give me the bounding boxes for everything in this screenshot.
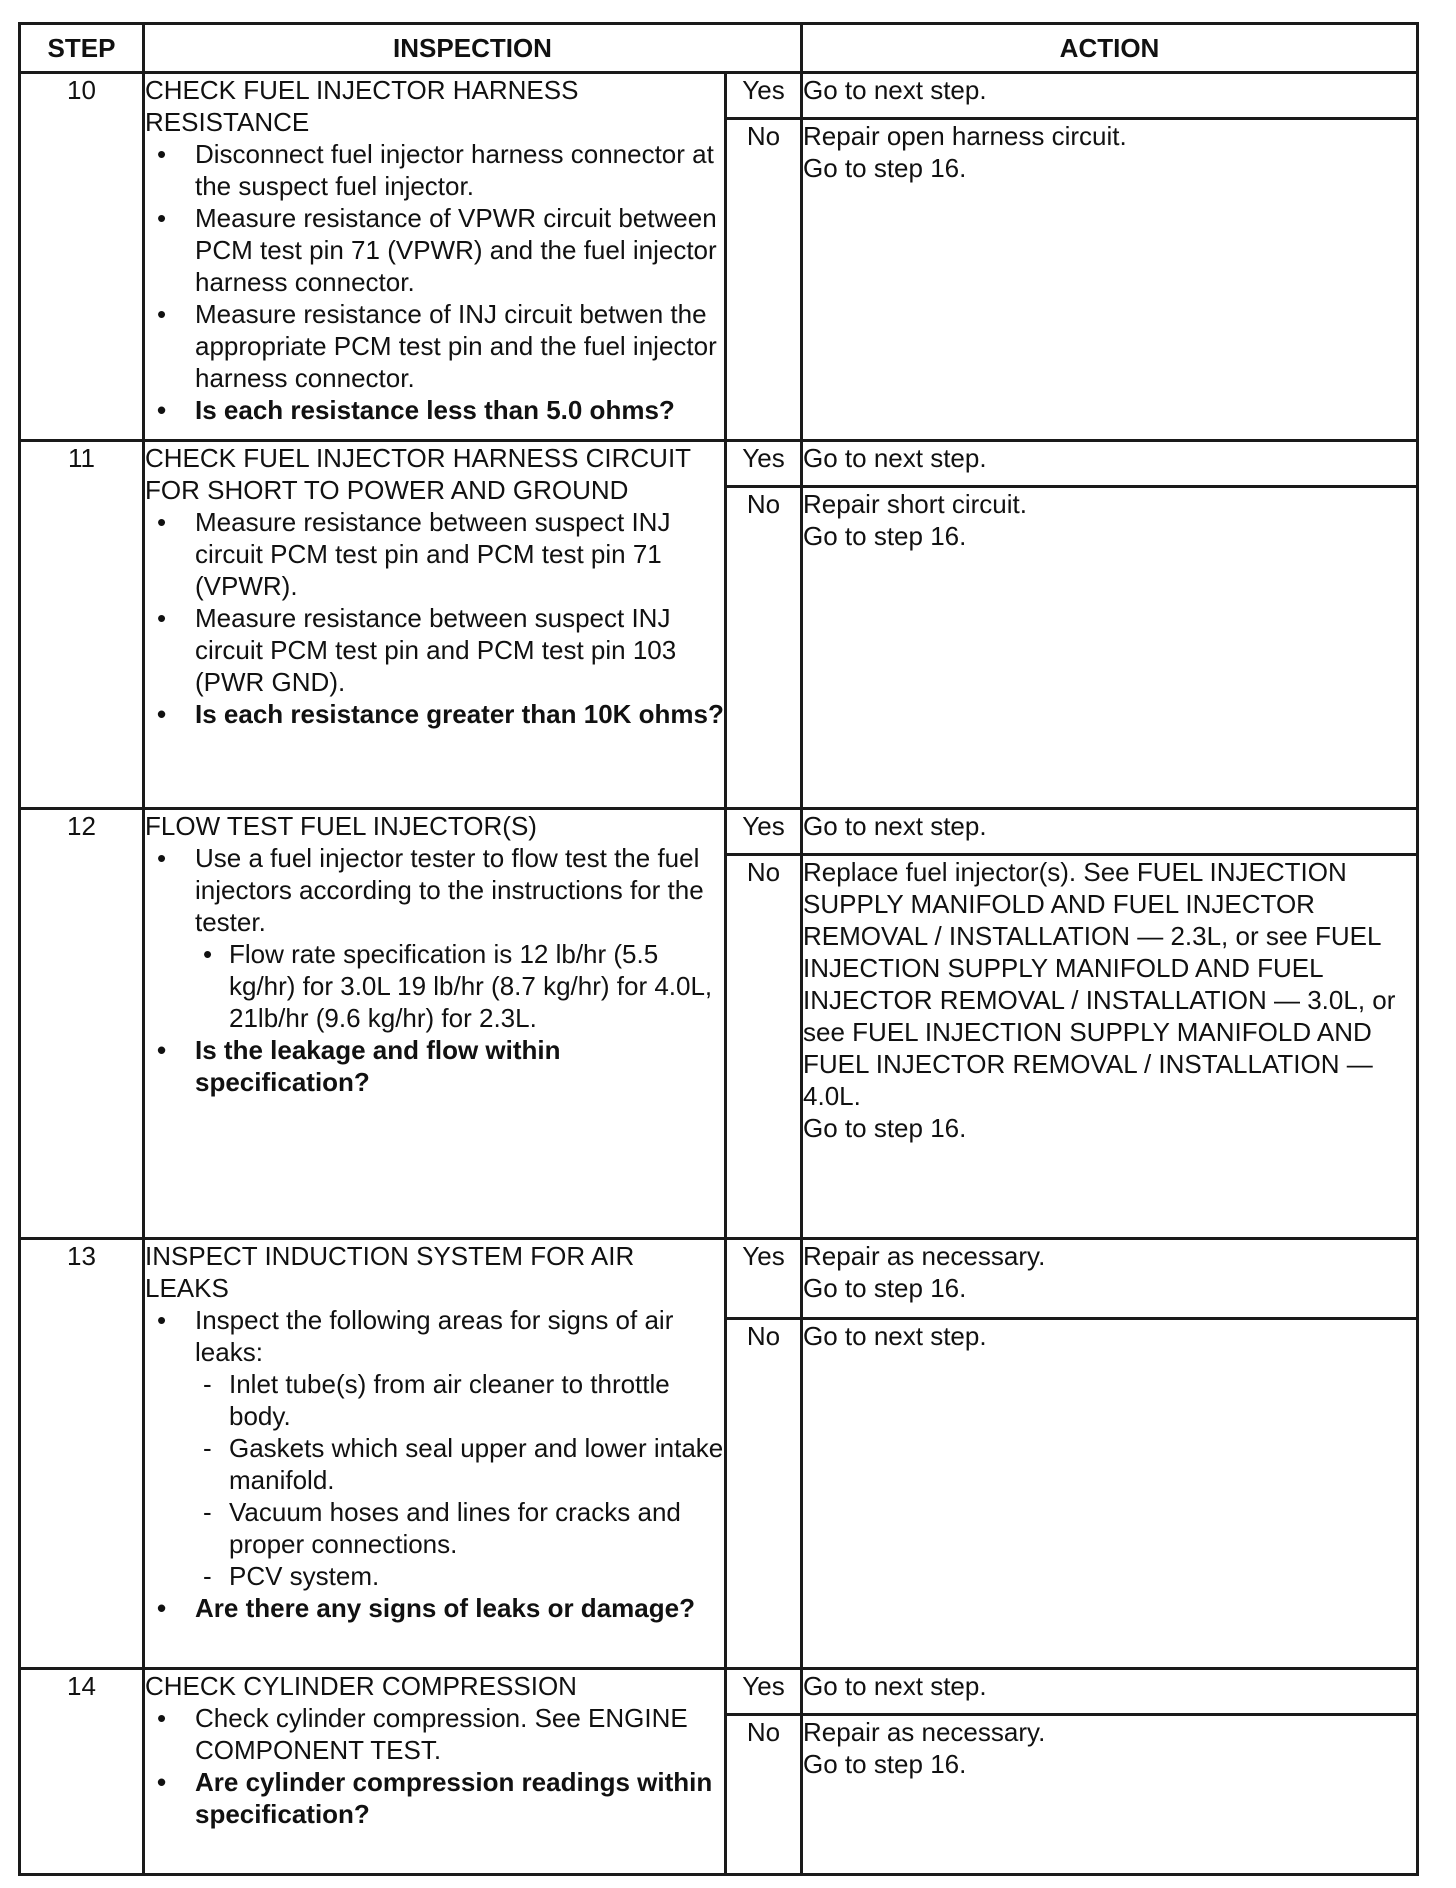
- bullet-text: Inspect the following areas for signs of air leaks:: [195, 1305, 674, 1367]
- inspection-bullets: [145, 842, 724, 1098]
- action-line: Go to next step.: [803, 811, 987, 841]
- no-action-cell: [802, 1715, 1418, 1875]
- action-line: Repair as necessary.: [803, 1241, 1046, 1271]
- step-12-yes-row: [20, 809, 1418, 855]
- bullet-item: • Disconnect fuel injector harness connector at the suspect fuel injector.: [145, 138, 724, 202]
- inspection-cell: [144, 809, 726, 1239]
- action-line: Repair short circuit.: [803, 489, 1027, 519]
- action-line: Go to step 16.: [803, 1749, 967, 1779]
- step-number: 11: [20, 441, 144, 809]
- bullet-item: [145, 842, 724, 1034]
- bullet-item: • Measure resistance between suspect INJ circuit PCM test pin and PCM test pin 103 (PWR GND).: [145, 602, 724, 698]
- inspection-cell: [144, 1669, 726, 1875]
- no-label: No: [726, 487, 802, 809]
- action-line: Go to next step.: [803, 1321, 987, 1351]
- action-line: Repair open harness circuit.: [803, 121, 1127, 151]
- step-number: 14: [20, 1669, 144, 1875]
- action-line: Repair as necessary.: [803, 1717, 1046, 1747]
- no-action-cell: [802, 855, 1418, 1239]
- sub-bullet-item: • Flow rate specification is 12 lb/hr (5.5 kg/hr) for 3.0L 19 lb/hr (8.7 kg/hr) for 4.0L, 21lb/hr (9.6 kg/hr) for 2.3L.: [195, 938, 724, 1034]
- diagnostic-table: [18, 22, 1419, 1876]
- yes-label: Yes: [726, 441, 802, 487]
- no-label: No: [726, 1319, 802, 1669]
- no-label: No: [726, 119, 802, 441]
- no-label: No: [726, 855, 802, 1239]
- yes-action-cell: [802, 1239, 1418, 1319]
- inspection-bullets: [145, 1304, 724, 1624]
- inspection-cell: [144, 1239, 726, 1669]
- bullet-item: • Measure resistance of INJ circuit betwen the appropriate PCM test pin and the fuel injector harness connector.: [145, 298, 724, 394]
- action-line: Go to next step.: [803, 1671, 987, 1701]
- dash-item: - Gaskets which seal upper and lower intake manifold.: [195, 1432, 724, 1496]
- yes-action-cell: [802, 809, 1418, 855]
- sub-bullets: [195, 938, 724, 1034]
- bullet-item: • Measure resistance between suspect INJ circuit PCM test pin and PCM test pin 71 (VPWR).: [145, 506, 724, 602]
- yes-action-cell: [802, 73, 1418, 119]
- inspection-cell: [144, 73, 726, 441]
- bullet-item: • Measure resistance of VPWR circuit between PCM test pin 71 (VPWR) and the fuel injector harness connector.: [145, 202, 724, 298]
- inspection-title: CHECK FUEL INJECTOR HARNESS CIRCUIT FOR SHORT TO POWER AND GROUND: [145, 443, 691, 505]
- question-item: • Are there any signs of leaks or damage?: [145, 1592, 724, 1624]
- inspection-title: CHECK FUEL INJECTOR HARNESS RESISTANCE: [145, 75, 579, 137]
- inspection-bullets: [145, 506, 724, 730]
- header-row: [20, 24, 1418, 73]
- step-11-yes-row: [20, 441, 1418, 487]
- step-number: 13: [20, 1239, 144, 1669]
- bullet-text: Use a fuel injector tester to flow test the fuel injectors according to the instructions for the tester.: [195, 843, 704, 937]
- action-line: Go to next step.: [803, 443, 987, 473]
- bullet-item: • Check cylinder compression. See ENGINE COMPONENT TEST.: [145, 1702, 724, 1766]
- inspection-title: INSPECT INDUCTION SYSTEM FOR AIR LEAKS: [145, 1241, 635, 1303]
- inspection-title: FLOW TEST FUEL INJECTOR(S): [145, 811, 537, 841]
- question-item: • Is each resistance greater than 10K ohms?: [145, 698, 724, 730]
- step-number: 12: [20, 809, 144, 1239]
- no-action-cell: [802, 1319, 1418, 1669]
- inspection-bullets: [145, 138, 724, 426]
- action-line: Go to step 16.: [803, 521, 967, 551]
- action-line: Go to step 16.: [803, 153, 967, 183]
- action-line: Go to step 16.: [803, 1113, 967, 1143]
- action-header: ACTION: [802, 24, 1418, 73]
- dash-item: - Inlet tube(s) from air cleaner to throttle body.: [195, 1368, 724, 1432]
- no-action-cell: [802, 119, 1418, 441]
- inspection-title: CHECK CYLINDER COMPRESSION: [145, 1671, 577, 1701]
- step-header: STEP: [20, 24, 144, 73]
- inspection-bullets: [145, 1702, 724, 1830]
- inspection-header: INSPECTION: [144, 24, 802, 73]
- dash-item: - Vacuum hoses and lines for cracks and proper connections.: [195, 1496, 724, 1560]
- yes-label: Yes: [726, 1669, 802, 1715]
- action-line: Go to next step.: [803, 75, 987, 105]
- step-14-yes-row: [20, 1669, 1418, 1715]
- yes-label: Yes: [726, 73, 802, 119]
- dash-items: [195, 1368, 724, 1592]
- action-line: Replace fuel injector(s). See FUEL INJECTION SUPPLY MANIFOLD AND FUEL INJECTOR REMOVAL / INSTALLATION — 2.3L, or see FUEL INJECTION SUPPLY MANIFOLD AND FUEL INJECTOR REMOVAL / INSTALLATION — 3.0L, or see FUEL INJECTION SUPPLY MANIFOLD AND FUEL INJECTOR REMOVAL / INSTALLATION — 4.0L.: [803, 857, 1396, 1111]
- question-item: • Are cylinder compression readings within specification?: [145, 1766, 724, 1830]
- no-action-cell: [802, 487, 1418, 809]
- inspection-cell: [144, 441, 726, 809]
- step-number: 10: [20, 73, 144, 441]
- no-label: No: [726, 1715, 802, 1875]
- step-10-yes-row: [20, 73, 1418, 119]
- question-item: • Is the leakage and flow within specification?: [145, 1034, 724, 1098]
- question-item: • Is each resistance less than 5.0 ohms?: [145, 394, 724, 426]
- yes-label: Yes: [726, 809, 802, 855]
- dash-item: - PCV system.: [195, 1560, 724, 1592]
- step-13-yes-row: [20, 1239, 1418, 1319]
- yes-label: Yes: [726, 1239, 802, 1319]
- yes-action-cell: [802, 1669, 1418, 1715]
- yes-action-cell: [802, 441, 1418, 487]
- bullet-item: [145, 1304, 724, 1592]
- action-line: Go to step 16.: [803, 1273, 967, 1303]
